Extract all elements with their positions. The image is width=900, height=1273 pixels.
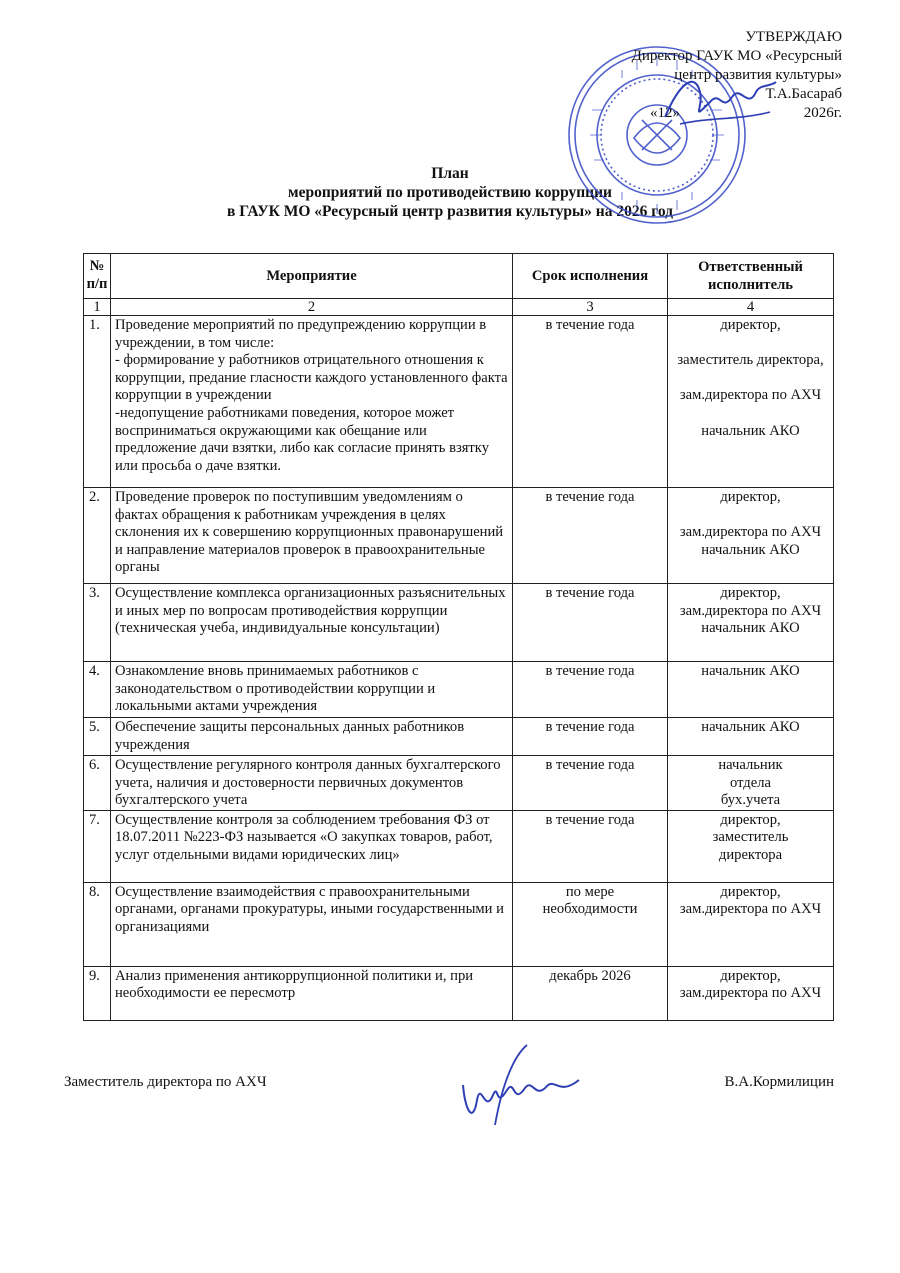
- approval-heading: УТВЕРЖДАЮ: [745, 29, 842, 45]
- responsible-text: заместитель директора,: [677, 352, 824, 369]
- index-cell: 4: [668, 299, 834, 316]
- approval-date-year: 2026г.: [803, 105, 842, 121]
- row-number: 1.: [84, 316, 111, 488]
- row-event: [111, 316, 513, 488]
- event-text: Осуществление регулярного контроля данных бухгалтерского учета, наличия и достоверности первичных документов бухгалтерского учета: [115, 757, 501, 809]
- row-responsible: [668, 882, 834, 966]
- index-cell: 1: [84, 299, 111, 316]
- table-row: [84, 662, 834, 718]
- row-number: 7.: [84, 810, 111, 882]
- row-event: [111, 810, 513, 882]
- row-event: [111, 756, 513, 811]
- event-text: - формирование у работников отрицательного отношения к коррупции, предание гласности каждого установленного факта коррупции в учреждении: [115, 352, 508, 404]
- event-text: Осуществление взаимодействия с правоохранительными органами, органами прокуратуры, иными государственными и организациями: [115, 883, 504, 935]
- responsible-text: начальник: [718, 757, 783, 773]
- row-term: по мере необходимости: [513, 882, 668, 966]
- index-cell: 3: [513, 299, 668, 316]
- responsible-text: [672, 335, 829, 353]
- responsible-text: директор,: [720, 811, 781, 828]
- responsible-text: [672, 405, 829, 423]
- responsible-text: директор,: [720, 317, 781, 333]
- event-text: Обеспечение защиты персональных данных работников учреждения: [115, 719, 465, 753]
- header-term: Срок исполнения: [513, 254, 668, 299]
- responsible-text: зам.директора по АХЧ: [679, 985, 822, 1002]
- event-text: Проведение мероприятий по предупреждению коррупции в учреждении, в том числе:: [115, 317, 487, 351]
- responsible-text: директор,: [720, 883, 781, 900]
- responsible-text: директор,: [720, 489, 781, 505]
- table-row: [84, 810, 834, 882]
- responsible-text: директор,: [720, 585, 781, 601]
- responsible-text: зам.директора по АХЧ: [679, 524, 822, 541]
- event-text: -недопущение работниками поведения, которое может восприниматься окружающими как обещание или предложение дачи взятки, либо как согласие принять взятку или просьба о даче взятки.: [115, 404, 489, 474]
- responsible-text: зам.директора по АХЧ: [679, 387, 822, 404]
- event-text: Осуществление комплекса организационных разъяснительных и иных мер по вопросам противодействия коррупции (техническая учеба, индивидуальные консультации): [115, 585, 506, 637]
- approval-signer: Т.А.Басараб: [765, 86, 842, 102]
- row-term: в течение года: [513, 316, 668, 488]
- header-event: Мероприятие: [111, 254, 513, 299]
- responsible-text: начальник АКО: [701, 422, 800, 439]
- responsible-text: начальник АКО: [701, 541, 800, 558]
- table-row: [84, 316, 834, 488]
- row-number: 4.: [84, 662, 111, 718]
- row-number: 6.: [84, 756, 111, 811]
- row-responsible: [668, 584, 834, 662]
- responsible-text: начальник АКО: [701, 663, 800, 679]
- row-term: в течение года: [513, 756, 668, 811]
- row-number: 2.: [84, 488, 111, 584]
- event-text: Анализ применения антикоррупционной политики и, при необходимости ее пересмотр: [115, 967, 474, 1002]
- document-title: [0, 164, 900, 221]
- row-responsible: [668, 316, 834, 488]
- row-term: в течение года: [513, 718, 668, 756]
- approval-position-line2: центр развития культуры»: [674, 67, 842, 83]
- header-number: № п/п: [84, 254, 111, 299]
- row-responsible: [668, 966, 834, 1020]
- row-number: 8.: [84, 882, 111, 966]
- row-event: [111, 882, 513, 966]
- header-responsible: Ответственный исполнитель: [668, 254, 834, 299]
- anti-corruption-plan-table: [83, 253, 834, 1021]
- table-header-row: [84, 254, 834, 299]
- row-term: в течение года: [513, 584, 668, 662]
- table-row: [84, 756, 834, 811]
- responsible-text: директор,: [720, 967, 781, 984]
- title-line1: План: [431, 165, 469, 182]
- row-responsible: [668, 756, 834, 811]
- row-event: [111, 966, 513, 1020]
- row-term: декабрь 2026: [513, 966, 668, 1020]
- row-responsible: [668, 718, 834, 756]
- row-term: в течение года: [513, 662, 668, 718]
- table-row: [84, 966, 834, 1020]
- approval-date-day: «12»: [650, 105, 680, 121]
- responsible-text: зам.директора по АХЧ: [679, 602, 822, 619]
- row-responsible: [668, 488, 834, 584]
- row-event: [111, 662, 513, 718]
- row-event: [111, 584, 513, 662]
- responsible-text: начальник АКО: [701, 719, 800, 735]
- footer-name: В.А.Кормилицин: [724, 1074, 834, 1090]
- row-event: [111, 718, 513, 756]
- event-text: Проведение проверок по поступившим уведомлениям о фактах обращения к работникам учреждения в целях склонения их к совершению коррупционных правонарушений и направление материалов проверок в правоохранительные органы: [115, 489, 504, 576]
- row-responsible: [668, 662, 834, 718]
- row-term: в течение года: [513, 488, 668, 584]
- row-responsible: [668, 810, 834, 882]
- row-number: 9.: [84, 966, 111, 1020]
- responsible-text: начальник АКО: [701, 620, 800, 637]
- table-row: [84, 882, 834, 966]
- row-event: [111, 488, 513, 584]
- footer-signature-line: [64, 1074, 834, 1091]
- approval-position-line1: Директор ГАУК МО «Ресурсный: [631, 48, 842, 64]
- responsible-text: зам.директора по АХЧ: [679, 901, 822, 918]
- responsible-text: [672, 370, 829, 388]
- title-line2: мероприятий по противодействию коррупции: [288, 184, 612, 201]
- responsible-text: заместитель: [712, 829, 789, 846]
- row-term: в течение года: [513, 810, 668, 882]
- table-index-row: [84, 299, 834, 316]
- event-text: Ознакомление вновь принимаемых работников с законодательством о противодействии коррупции и локальными актами учреждения: [115, 663, 436, 715]
- event-text: Осуществление контроля за соблюдением требования ФЗ от 18.07.2011 №223-ФЗ называется «О закупках товаров, работ, услуг отдельными видами юридических лиц»: [115, 811, 493, 863]
- responsible-text: бух.учета: [720, 792, 781, 809]
- row-number: 5.: [84, 718, 111, 756]
- row-number: 3.: [84, 584, 111, 662]
- responsible-text: [672, 507, 829, 525]
- table-row: [84, 488, 834, 584]
- table-row: [84, 584, 834, 662]
- table-row: [84, 718, 834, 756]
- responsible-text: отдела: [730, 774, 771, 791]
- director-signature-icon: [660, 62, 780, 142]
- index-cell: 2: [111, 299, 513, 316]
- title-line3: в ГАУК МО «Ресурсный центр развития культуры» на 2026 год: [226, 203, 673, 220]
- responsible-text: директора: [718, 846, 783, 863]
- footer-position: Заместитель директора по АХЧ: [64, 1074, 267, 1090]
